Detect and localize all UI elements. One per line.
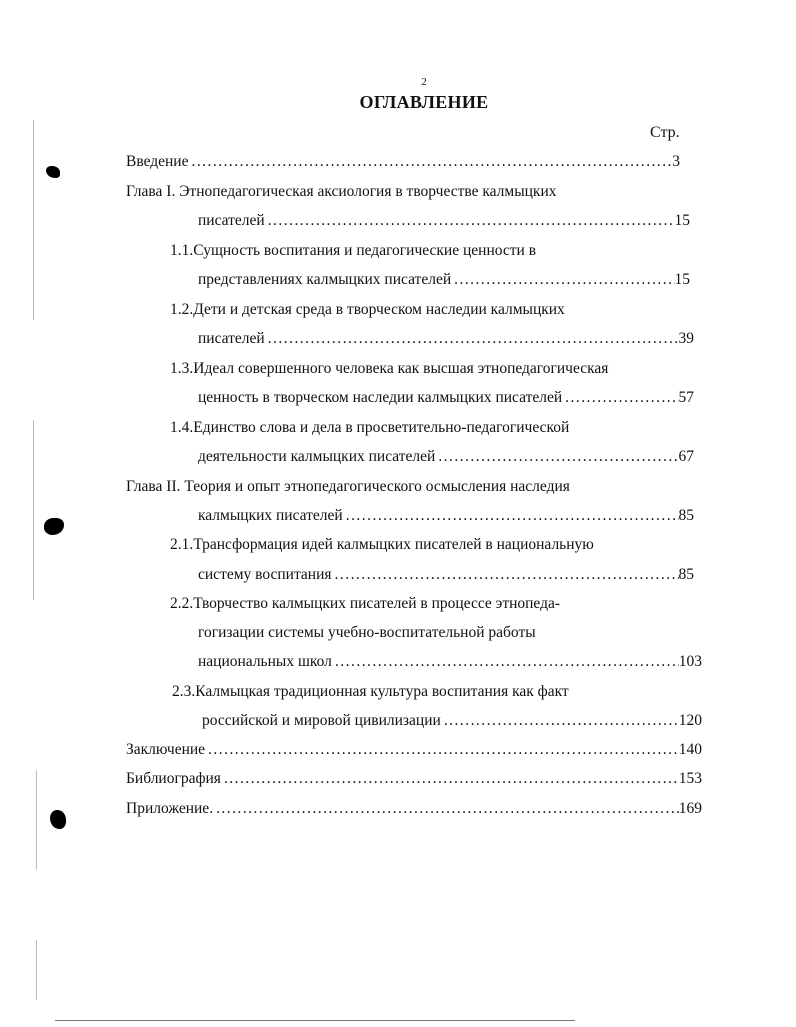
toc-entry-text: писателей (198, 330, 265, 347)
toc-entry-bibliography (126, 769, 702, 789)
toc-page-number: 103 (678, 653, 702, 670)
toc-entry-appendix (126, 799, 702, 819)
toc-leader-dots (562, 388, 678, 408)
toc-leader-dots (265, 329, 679, 349)
toc-section-1-3-title: 1.3.Идеал совершенного человека как высшая этнопедагогическая (170, 360, 609, 377)
toc-section-1-2-title: 1.2.Дети и детская среда в творческом наследии калмыцких (170, 301, 565, 318)
toc-leader-dots (205, 740, 679, 760)
toc-page-number: 67 (678, 448, 694, 465)
toc-entry-text: Заключение (126, 741, 206, 758)
toc-leader-dots (332, 565, 679, 585)
toc-page-number: 39 (678, 330, 694, 347)
toc-entry-text: Приложение. (126, 800, 214, 817)
toc-leader-dots (265, 211, 675, 231)
toc-entry-text: представлениях калмыцких писателей (198, 271, 452, 288)
toc-leader-dots (213, 799, 679, 819)
page-number: 2 (421, 76, 427, 88)
toc-entry-text: деятельности калмыцких писателей (198, 448, 436, 465)
toc-page-number: 15 (674, 271, 690, 288)
toc-page-number: 120 (678, 712, 702, 729)
toc-page-number: 153 (678, 770, 702, 787)
toc-entry-section-2-3 (202, 711, 702, 731)
toc-section-1-1-title: 1.1.Сущность воспитания и педагогические ценности в (170, 242, 537, 259)
toc-entry-text: российской и мировой цивилизации (202, 712, 441, 729)
ink-blot (50, 810, 66, 829)
toc-page-number: 85 (678, 507, 694, 524)
ink-blot (44, 518, 64, 535)
toc-entry-text: писателей (198, 212, 265, 229)
toc-chapter-2-title: Глава II. Теория и опыт этнопедагогического осмысления наследия (126, 478, 570, 495)
toc-entry-text: Введение (126, 153, 189, 170)
toc-entry-conclusion (126, 740, 702, 760)
toc-section-1-4-title: 1.4.Единство слова и дела в просветительно-педагогической (170, 419, 570, 436)
toc-entry-chapter-2 (198, 506, 694, 526)
toc-leader-dots (188, 152, 672, 172)
toc-entry-text: национальных школ (198, 653, 332, 670)
toc-page-number: 15 (674, 212, 690, 229)
toc-leader-dots (343, 506, 679, 526)
toc-leader-dots (441, 711, 679, 731)
toc-entry-text: ценность в творческом наследии калмыцких писателей (198, 389, 563, 406)
toc-leader-dots (332, 652, 679, 672)
page-title: ОГЛАВЛЕНИЕ (359, 92, 489, 112)
toc-entry-section-1-2 (198, 329, 694, 349)
toc-entry-section-1-3 (198, 388, 694, 408)
scan-edge-line (36, 770, 37, 870)
toc-entry-chapter-1 (198, 211, 690, 231)
toc-page-number: 57 (678, 389, 694, 406)
toc-entry-section-2-2 (198, 652, 702, 672)
toc-section-2-2-title: 2.2.Творчество калмыцких писателей в процессе этнопеда- (170, 595, 561, 612)
toc-page-number: 3 (672, 153, 680, 170)
toc-section-2-3-title: 2.3.Калмыцкая традиционная культура воспитания как факт (172, 683, 569, 700)
toc-entry-text: систему воспитания (198, 566, 332, 583)
toc-entry-section-2-1 (198, 565, 694, 585)
page-column-header: Стр. (650, 124, 680, 141)
toc-leader-dots (221, 769, 679, 789)
scan-edge-line (33, 420, 34, 600)
toc-leader-dots (435, 447, 678, 467)
toc-entry-section-1-4 (198, 447, 694, 467)
toc-entry-text: калмыцких писателей (198, 507, 343, 524)
toc-page-number: 85 (678, 566, 694, 583)
toc-entry-text: Библиография (126, 770, 221, 787)
toc-chapter-1-title: Глава I. Этнопедагогическая аксиология в творчестве калмыцких (126, 183, 557, 200)
toc-page-number: 140 (678, 741, 702, 758)
toc-entry-section-1-1 (198, 270, 690, 290)
scan-edge-line (33, 120, 34, 320)
toc-page-number: 169 (678, 800, 702, 817)
scan-edge-line (36, 940, 37, 1000)
scan-bottom-line (55, 1020, 575, 1021)
toc-section-2-2-title-cont: гогизации системы учебно-воспитательной работы (198, 624, 536, 641)
toc-section-2-1-title: 2.1.Трансформация идей калмыцких писателей в национальную (170, 536, 594, 553)
toc-leader-dots (451, 270, 674, 290)
toc-entry-intro (126, 152, 680, 172)
ink-blot (46, 166, 60, 178)
